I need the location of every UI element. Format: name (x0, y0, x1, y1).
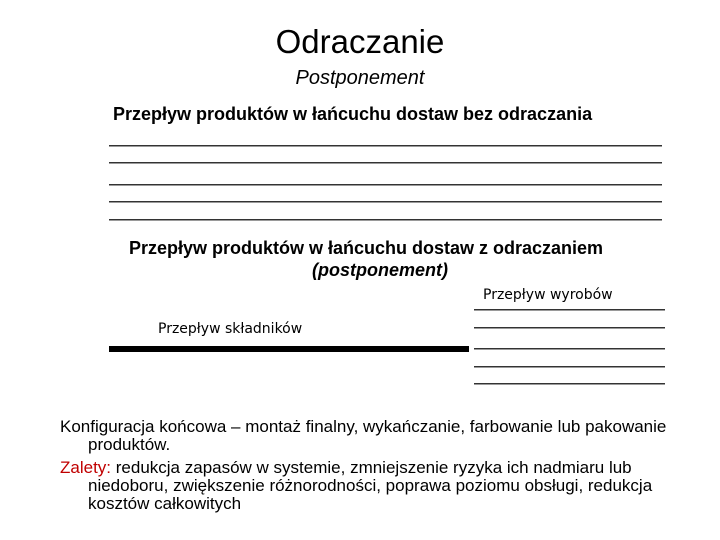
product-flow-line (474, 348, 665, 349)
slide-title: Odraczanie (275, 23, 445, 60)
section-heading-without-postponement: Przepływ produktów w łańcuchu dostaw bez odraczania (113, 104, 593, 124)
advantages-paragraph (60, 459, 698, 513)
section-heading-with-postponement: Przepływ produktów w łańcuchu dostaw z odraczaniem (128, 238, 604, 258)
flow-line (109, 201, 662, 202)
advantages-label: Zalety: (60, 458, 112, 477)
product-flow-line (474, 309, 665, 310)
advantages-text: redukcja zapasów w systemie, zmniejszenie ryzyka ich nadmiaru lub niedoboru, zwiększenie różnorodności, poprawa poziomu obsługi, redukcja kosztów całkowitych (88, 458, 653, 513)
label-products-flow: Przepływ wyrobów (483, 287, 613, 303)
final-configuration-text: Konfiguracja końcowa – montaż finalny, wykańczanie, farbowanie lub pakowanie produktów. (60, 417, 667, 454)
section-heading-postponement-term: (postponement) (312, 260, 448, 280)
product-flow-line (474, 383, 665, 384)
flow-line (109, 219, 662, 220)
flow-line (109, 145, 662, 146)
product-flow-line (474, 366, 665, 367)
components-flow-bar (109, 346, 469, 352)
slide-subtitle: Postponement (295, 67, 425, 89)
label-components-flow: Przepływ składników (158, 321, 303, 337)
flow-line (109, 184, 662, 185)
flow-line (109, 162, 662, 163)
product-flow-line (474, 327, 665, 328)
